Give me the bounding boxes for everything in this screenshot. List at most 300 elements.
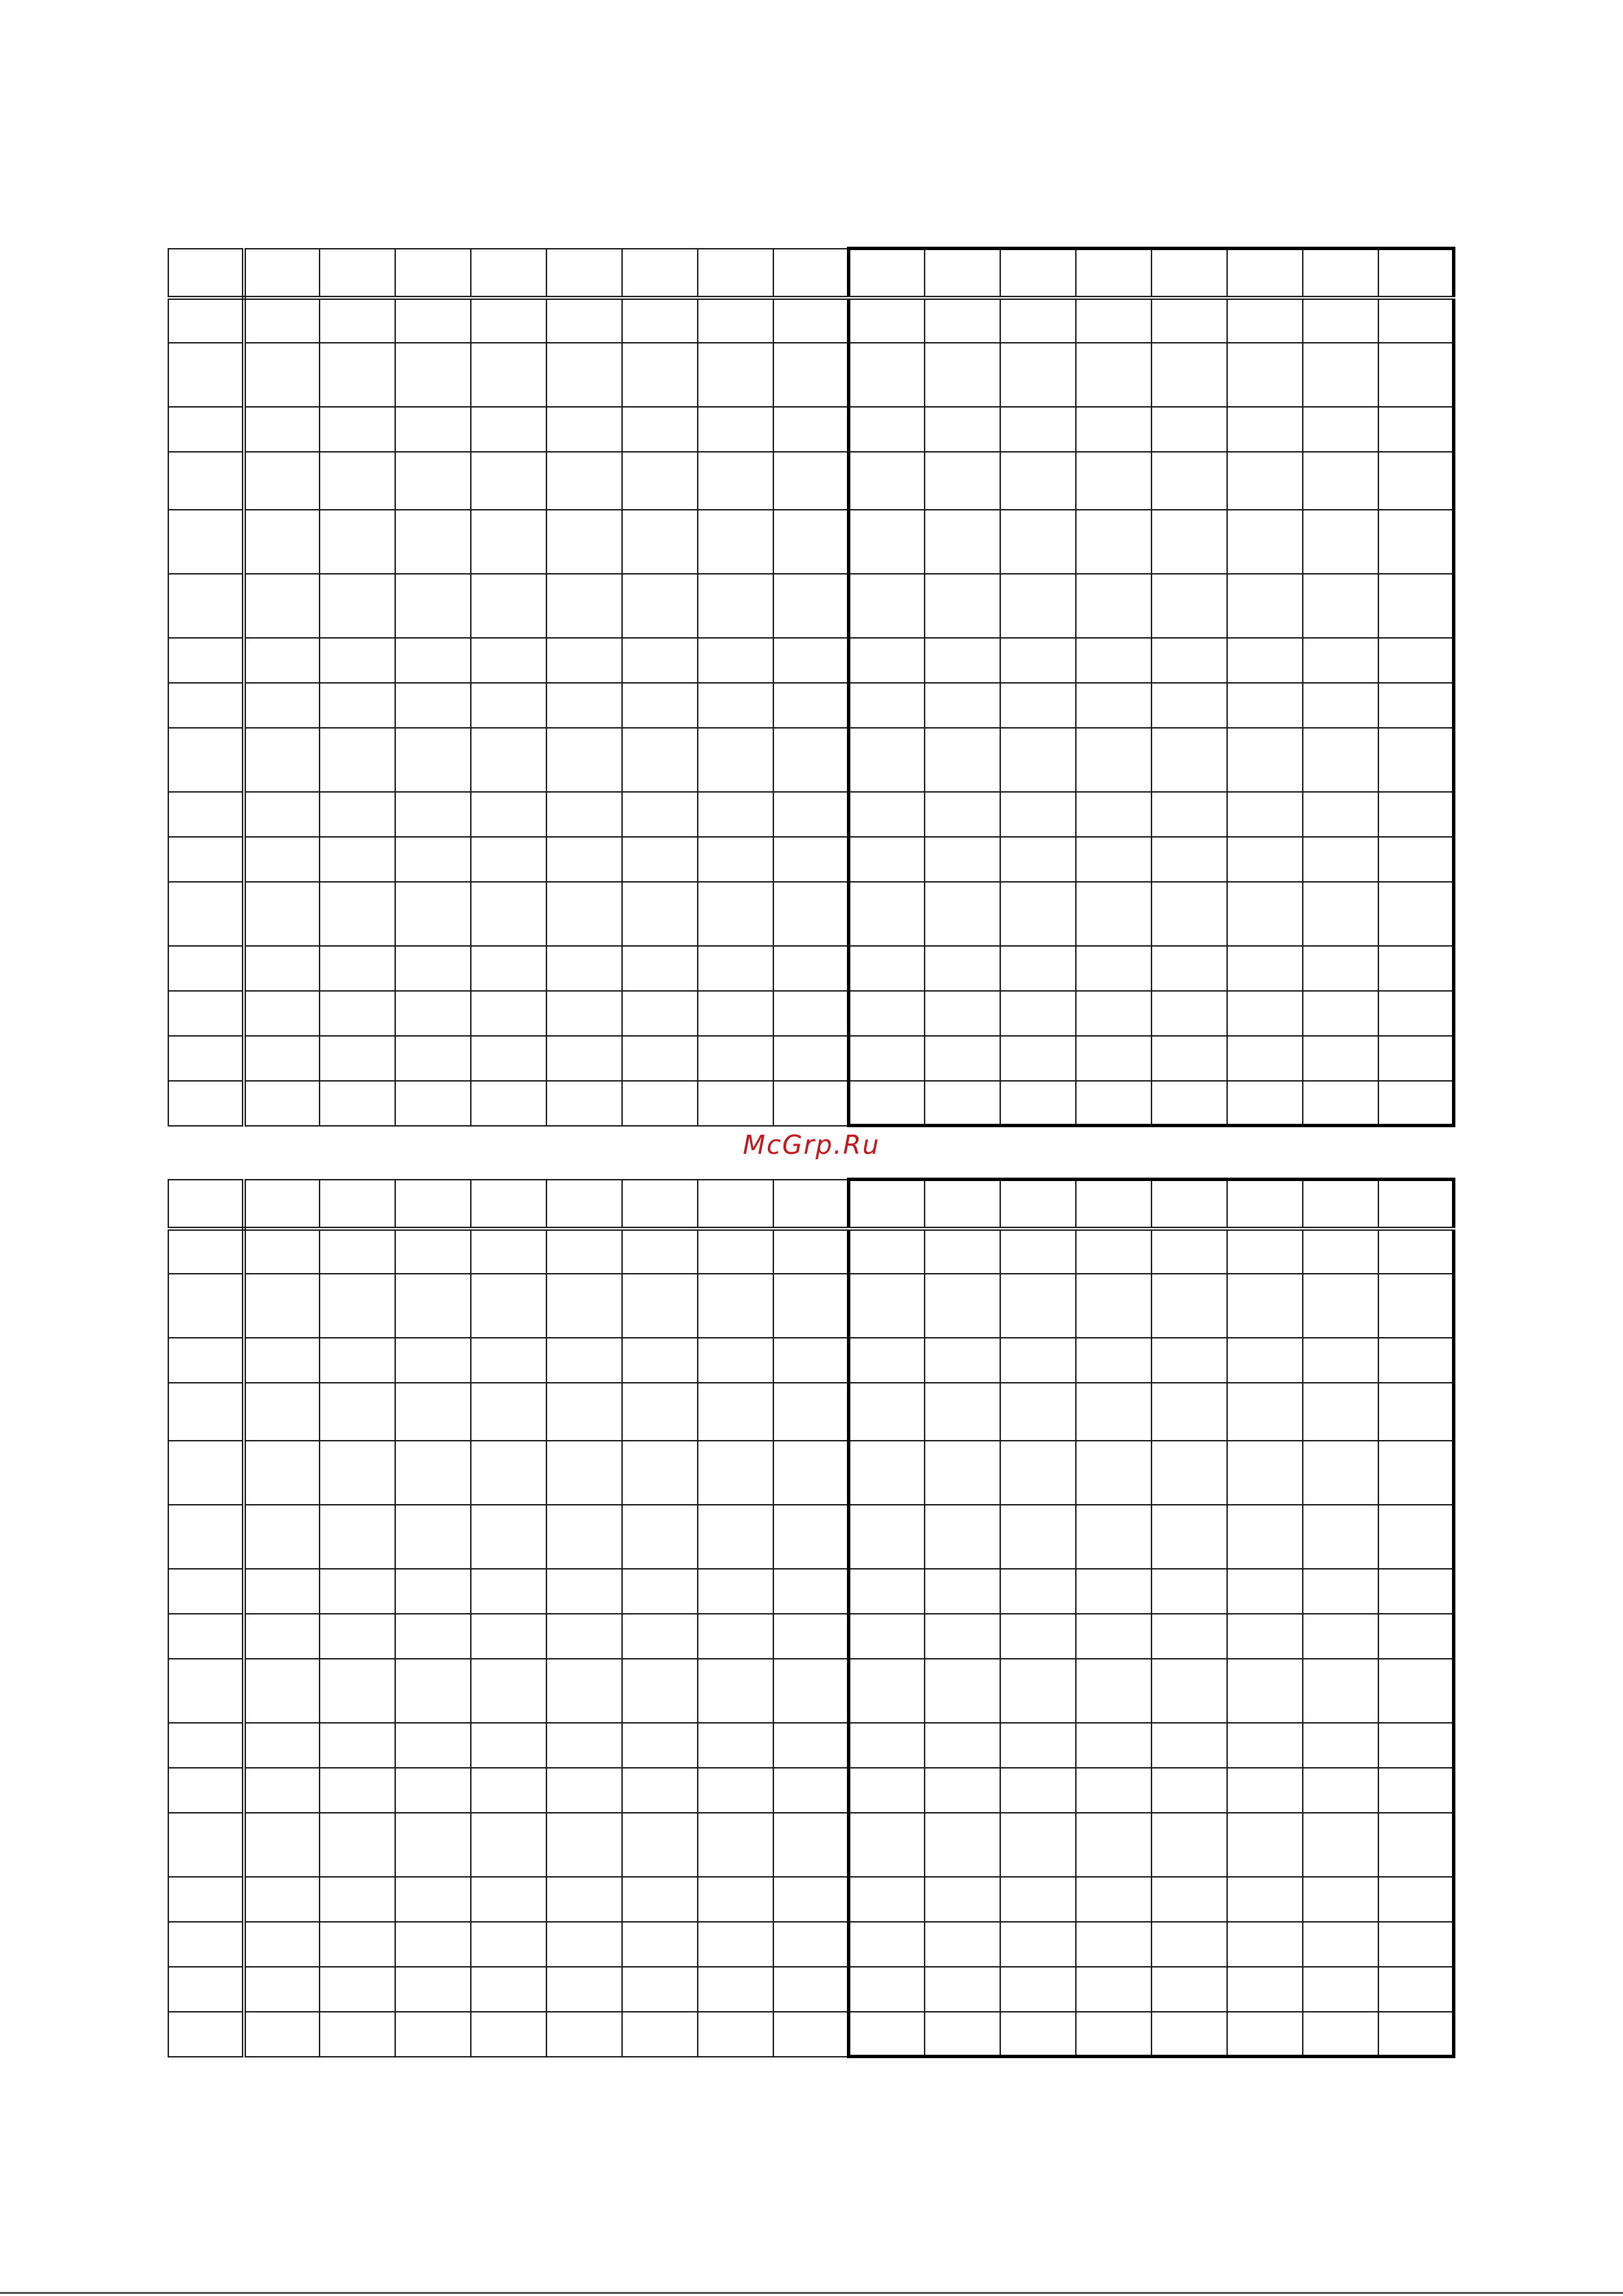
grid-cell (698, 574, 773, 638)
grid-cell (320, 1441, 395, 1505)
grid-cell (1303, 638, 1378, 683)
grid-cell (244, 1229, 320, 1274)
grid-cell (1303, 574, 1378, 638)
grid-cell (773, 1768, 849, 1813)
grid-cell (168, 1036, 244, 1081)
grid-cell (1303, 1441, 1378, 1505)
grid-cell (622, 343, 698, 407)
grid-cell (471, 1441, 546, 1505)
grid-cell (849, 1659, 925, 1723)
grid-cell (320, 1614, 395, 1659)
grid-cell (1076, 1922, 1151, 1967)
grid-cell (622, 1723, 698, 1768)
grid-cell (1076, 1569, 1151, 1614)
grid-cell (622, 1614, 698, 1659)
grid-cell (168, 249, 244, 298)
grid-cell (244, 1383, 320, 1441)
grid-cell (168, 1338, 244, 1383)
grid-cell (168, 1877, 244, 1922)
grid-row (168, 1505, 1454, 1569)
grid-cell (546, 407, 622, 452)
grid-cell (1303, 792, 1378, 837)
grid-cell (1000, 1768, 1076, 1813)
grid-cell (622, 452, 698, 510)
grid-cell (1076, 1383, 1151, 1441)
grid-cell (1151, 1659, 1227, 1723)
grid-cell (1378, 1614, 1454, 1659)
grid-cell (849, 683, 925, 728)
grid-row (168, 728, 1454, 792)
grid-cell (1303, 882, 1378, 946)
grid-cell (395, 298, 471, 343)
grid-cell (1151, 683, 1227, 728)
grid-cell (168, 452, 244, 510)
grid-cell (773, 1877, 849, 1922)
grid-cell (168, 407, 244, 452)
grid-row (168, 683, 1454, 728)
grid-cell (773, 1659, 849, 1723)
grid-cell (546, 792, 622, 837)
grid-cell (1000, 1877, 1076, 1922)
grid-cell (849, 1922, 925, 1967)
grid-cell (244, 1922, 320, 1967)
grid-cell (244, 1768, 320, 1813)
grid-row (168, 1922, 1454, 1967)
grid-cell (1378, 407, 1454, 452)
grid-cell (1227, 728, 1303, 792)
grid-cell (320, 1967, 395, 2012)
grid-cell (773, 298, 849, 343)
grid-cell (320, 407, 395, 452)
grid-cell (1000, 882, 1076, 946)
grid-cell (395, 1505, 471, 1569)
grid-cell (1000, 1723, 1076, 1768)
grid-cell (925, 1441, 1000, 1505)
grid-cell (471, 407, 546, 452)
grid-row (168, 1813, 1454, 1877)
grid-cell (849, 1441, 925, 1505)
grid-cell (471, 1180, 546, 1229)
grid-cell (168, 1614, 244, 1659)
grid-cell (546, 882, 622, 946)
grid-cell (395, 728, 471, 792)
grid-cell (1303, 1229, 1378, 1274)
grid-cell (622, 946, 698, 991)
grid-cell (698, 837, 773, 882)
grid-cell (1378, 1723, 1454, 1768)
grid-cell (1303, 1338, 1378, 1383)
grid-cell (471, 1229, 546, 1274)
grid-cell (849, 1229, 925, 1274)
grid-cell (168, 2012, 244, 2057)
grid-cell (698, 1441, 773, 1505)
grid-cell (925, 298, 1000, 343)
grid-cell (1000, 1569, 1076, 1614)
grid-cell (1000, 298, 1076, 343)
grid-cell (849, 510, 925, 574)
grid-cell (244, 407, 320, 452)
grid-cell (244, 1081, 320, 1126)
grid-cell (1000, 1229, 1076, 1274)
grid-cell (1076, 1505, 1151, 1569)
grid-cell (244, 249, 320, 298)
grid-cell (1076, 1768, 1151, 1813)
grid-cell (1227, 1274, 1303, 1338)
grid-row (168, 1338, 1454, 1383)
grid-cell (471, 1338, 546, 1383)
grid-cell (622, 991, 698, 1036)
grid-cell (622, 1505, 698, 1569)
grid-cell (1151, 1036, 1227, 1081)
grid-cell (849, 2012, 925, 2057)
grid-cell (1076, 1614, 1151, 1659)
grid-cell (1227, 683, 1303, 728)
grid-cell (471, 1274, 546, 1338)
grid-cell (773, 728, 849, 792)
grid-cell (1151, 407, 1227, 452)
grid-cell (320, 638, 395, 683)
grid-cell (1076, 1813, 1151, 1877)
grid-cell (698, 1922, 773, 1967)
grid-cell (925, 1922, 1000, 1967)
grid-cell (395, 574, 471, 638)
grid-cell (698, 249, 773, 298)
grid-cell (849, 1505, 925, 1569)
grid-cell (395, 792, 471, 837)
grid-cell (320, 728, 395, 792)
grid-cell (925, 1338, 1000, 1383)
grid-cell (320, 1922, 395, 1967)
grid-cell (1378, 1441, 1454, 1505)
grid-cell (1151, 298, 1227, 343)
grid-cell (546, 2012, 622, 2057)
grid-cell (244, 1505, 320, 1569)
grid-cell (546, 1614, 622, 1659)
grid-cell (471, 1383, 546, 1441)
grid-cell (546, 1274, 622, 1338)
grid-cell (1076, 1274, 1151, 1338)
grid-cell (1000, 574, 1076, 638)
grid-cell (622, 1441, 698, 1505)
grid-cell (168, 946, 244, 991)
grid-cell (1076, 728, 1151, 792)
grid-cell (1151, 1922, 1227, 1967)
grid-cell (698, 1274, 773, 1338)
grid-cell (622, 1967, 698, 2012)
grid-cell (698, 510, 773, 574)
grid-cell (925, 1505, 1000, 1569)
grid-cell (1000, 946, 1076, 991)
grid-cell (773, 683, 849, 728)
grid-cell (1227, 837, 1303, 882)
grid-cell (849, 1180, 925, 1229)
grid-cell (1000, 1274, 1076, 1338)
grid-cell (925, 510, 1000, 574)
blank-grid-bottom (168, 1178, 1455, 2058)
grid-cell (320, 510, 395, 574)
grid-cell (1151, 2012, 1227, 2057)
grid-cell (1227, 882, 1303, 946)
grid-cell (546, 991, 622, 1036)
grid-cell (622, 1274, 698, 1338)
grid-cell (1076, 1081, 1151, 1126)
grid-cell (1227, 1813, 1303, 1877)
grid-cell (395, 452, 471, 510)
grid-cell (1000, 638, 1076, 683)
grid-cell (395, 510, 471, 574)
grid-cell (471, 638, 546, 683)
grid-cell (1000, 792, 1076, 837)
grid-cell (168, 1180, 244, 1229)
grid-cell (622, 1569, 698, 1614)
grid-cell (395, 638, 471, 683)
grid-cell (395, 1383, 471, 1441)
grid-cell (320, 452, 395, 510)
grid-cell (1076, 683, 1151, 728)
grid-cell (1000, 1813, 1076, 1877)
grid-cell (546, 1081, 622, 1126)
grid-cell (1378, 683, 1454, 728)
grid-cell (471, 298, 546, 343)
grid-cell (773, 1081, 849, 1126)
grid-cell (1076, 298, 1151, 343)
grid-cell (849, 1614, 925, 1659)
grid-cell (925, 1967, 1000, 2012)
grid-cell (471, 792, 546, 837)
grid-cell (773, 574, 849, 638)
grid-cell (622, 1081, 698, 1126)
grid-cell (1227, 1383, 1303, 1441)
grid-cell (1378, 1036, 1454, 1081)
grid-cell (1378, 1274, 1454, 1338)
grid-cell (698, 1659, 773, 1723)
grid-cell (1303, 728, 1378, 792)
grid-cell (849, 574, 925, 638)
grid-cell (1303, 343, 1378, 407)
grid-cell (1000, 1967, 1076, 2012)
grid-cell (320, 1877, 395, 1922)
grid-cell (471, 1614, 546, 1659)
grid-cell (1076, 946, 1151, 991)
grid-cell (395, 1180, 471, 1229)
grid-cell (471, 1768, 546, 1813)
grid-cell (1000, 452, 1076, 510)
grid-cell (320, 1659, 395, 1723)
grid-cell (622, 1877, 698, 1922)
grid-cell (1076, 510, 1151, 574)
grid-cell (1227, 1569, 1303, 1614)
grid-cell (1227, 1081, 1303, 1126)
grid-cell (168, 1569, 244, 1614)
grid-cell (1378, 882, 1454, 946)
grid-cell (1303, 1723, 1378, 1768)
grid-cell (546, 1441, 622, 1505)
grid-cell (1378, 2012, 1454, 2057)
grid-cell (546, 1505, 622, 1569)
grid-cell (244, 991, 320, 1036)
grid-cell (1151, 638, 1227, 683)
grid-cell (622, 1338, 698, 1383)
grid-cell (1151, 1813, 1227, 1877)
grid-cell (1151, 1338, 1227, 1383)
grid-row (168, 1274, 1454, 1338)
grid-cell (1076, 249, 1151, 298)
grid-cell (1000, 837, 1076, 882)
grid-cell (471, 1081, 546, 1126)
grid-cell (925, 343, 1000, 407)
grid-cell (168, 1659, 244, 1723)
grid-cell (1227, 1614, 1303, 1659)
grid-cell (546, 1036, 622, 1081)
grid-cell (168, 298, 244, 343)
grid-cell (1227, 946, 1303, 991)
grid-cell (1151, 574, 1227, 638)
grid-cell (168, 1229, 244, 1274)
grid-cell (1076, 1180, 1151, 1229)
grid-cell (925, 882, 1000, 946)
grid-cell (168, 837, 244, 882)
grid-cell (622, 1659, 698, 1723)
grid-cell (622, 1180, 698, 1229)
grid-cell (168, 343, 244, 407)
grid-cell (773, 946, 849, 991)
grid-cell (925, 638, 1000, 683)
grid-cell (1076, 343, 1151, 407)
grid-row (168, 1383, 1454, 1441)
grid-cell (1000, 510, 1076, 574)
grid-row (168, 638, 1454, 683)
grid-cell (698, 452, 773, 510)
grid-cell (698, 1723, 773, 1768)
grid-cell (471, 1505, 546, 1569)
grid-cell (471, 728, 546, 792)
grid-cell (1303, 991, 1378, 1036)
grid-cell (1076, 574, 1151, 638)
grid-cell (622, 574, 698, 638)
grid-cell (1000, 728, 1076, 792)
grid-cell (1378, 1505, 1454, 1569)
grid-cell (1378, 1967, 1454, 2012)
grid-cell (1227, 1229, 1303, 1274)
grid-cell (471, 882, 546, 946)
grid-cell (546, 1922, 622, 1967)
grid-cell (1378, 343, 1454, 407)
grid-cell (1076, 452, 1151, 510)
grid-cell (320, 1180, 395, 1229)
grid-cell (320, 882, 395, 946)
grid-cell (925, 1614, 1000, 1659)
grid-cell (773, 991, 849, 1036)
grid-cell (471, 991, 546, 1036)
grid-cell (773, 510, 849, 574)
grid-cell (471, 574, 546, 638)
grid-cell (698, 946, 773, 991)
grid-cell (471, 249, 546, 298)
grid-cell (244, 1813, 320, 1877)
grid-cell (849, 728, 925, 792)
grid-cell (1000, 991, 1076, 1036)
grid-cell (1303, 1813, 1378, 1877)
grid-cell (773, 1813, 849, 1877)
grid-cell (471, 946, 546, 991)
grid-cell (320, 1229, 395, 1274)
grid-cell (320, 946, 395, 991)
grid-row (168, 1967, 1454, 2012)
grid-row (168, 882, 1454, 946)
grid-cell (320, 1338, 395, 1383)
grid-cell (471, 452, 546, 510)
grid-cell (698, 1768, 773, 1813)
grid-cell (1000, 1383, 1076, 1441)
grid-cell (773, 1723, 849, 1768)
grid-cell (1227, 452, 1303, 510)
grid-cell (244, 1723, 320, 1768)
grid-cell (320, 249, 395, 298)
grid-cell (773, 638, 849, 683)
grid-cell (244, 792, 320, 837)
grid-row (168, 946, 1454, 991)
grid-cell (925, 1768, 1000, 1813)
grid-cell (925, 1383, 1000, 1441)
grid-cell (1378, 792, 1454, 837)
grid-cell (698, 638, 773, 683)
grid-cell (395, 2012, 471, 2057)
grid-row (168, 407, 1454, 452)
grid-cell (546, 1229, 622, 1274)
grid-cell (1378, 510, 1454, 574)
grid-cell (168, 1383, 244, 1441)
grid-cell (698, 1036, 773, 1081)
grid-cell (698, 1877, 773, 1922)
grid-cell (1378, 1659, 1454, 1723)
grid-cell (698, 298, 773, 343)
blank-grid-top (168, 247, 1455, 1127)
grid-cell (622, 249, 698, 298)
grid-cell (1151, 1569, 1227, 1614)
grid-cell (1151, 1614, 1227, 1659)
grid-cell (1076, 1659, 1151, 1723)
grid-cell (698, 1229, 773, 1274)
grid-row (168, 1768, 1454, 1813)
grid-row (168, 1036, 1454, 1081)
grid-cell (773, 1922, 849, 1967)
grid-cell (1151, 452, 1227, 510)
grid-cell (925, 837, 1000, 882)
grid-cell (1303, 249, 1378, 298)
grid-cell (1076, 1036, 1151, 1081)
grid-cell (773, 1614, 849, 1659)
grid-cell (546, 683, 622, 728)
grid-cell (320, 1813, 395, 1877)
grid-cell (1227, 2012, 1303, 2057)
grid-cell (244, 1338, 320, 1383)
grid-cell (395, 1441, 471, 1505)
grid-cell (773, 452, 849, 510)
grid-cell (1227, 1505, 1303, 1569)
grid-cell (849, 1768, 925, 1813)
page-bottom-rule (0, 2292, 1623, 2294)
grid-cell (622, 882, 698, 946)
grid-cell (1151, 1383, 1227, 1441)
grid-cell (471, 1659, 546, 1723)
grid-cell (1151, 837, 1227, 882)
grid-cell (1303, 837, 1378, 882)
grid-cell (698, 728, 773, 792)
grid-cell (1303, 452, 1378, 510)
grid-cell (1227, 1180, 1303, 1229)
grid-cell (622, 1036, 698, 1081)
grid-cell (925, 407, 1000, 452)
